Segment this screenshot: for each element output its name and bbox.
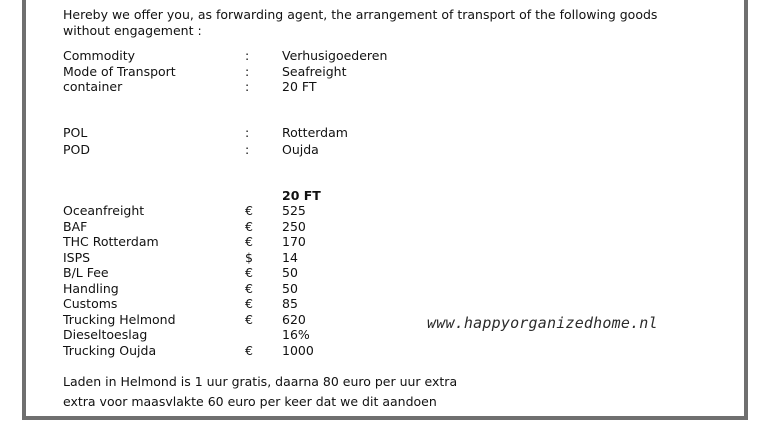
costs-header: 20 FT <box>282 188 321 203</box>
port-value: Rotterdam <box>282 125 348 140</box>
port-separator: : <box>245 125 250 140</box>
goods-value: Verhusigoederen <box>282 48 388 63</box>
cost-label: Handling <box>63 281 119 296</box>
cost-currency: € <box>245 281 253 296</box>
goods-label: Mode of Transport <box>63 64 176 79</box>
cost-amount: 620 <box>282 312 306 327</box>
cost-label: Customs <box>63 296 118 311</box>
goods-separator: : <box>245 64 250 79</box>
port-separator: : <box>245 142 250 157</box>
cost-label: BAF <box>63 219 88 234</box>
cost-amount: 85 <box>282 296 298 311</box>
watermark-text: www.happyorganizedhome.nl <box>427 314 658 332</box>
cost-currency: € <box>245 312 253 327</box>
cost-label: Trucking Oujda <box>63 343 157 358</box>
goods-label: container <box>63 79 123 94</box>
cost-amount: 525 <box>282 203 306 218</box>
cost-currency: € <box>245 343 253 358</box>
cost-currency: € <box>245 203 253 218</box>
cost-currency: € <box>245 234 253 249</box>
cost-label: ISPS <box>63 250 91 265</box>
goods-value: 20 FT <box>282 79 317 94</box>
goods-separator: : <box>245 79 250 94</box>
cost-label: Trucking Helmond <box>63 312 176 327</box>
cost-amount: 170 <box>282 234 306 249</box>
intro-text: Hereby we offer you, as forwarding agent, the arrangement of transport of the following goods without engagement : <box>63 7 658 38</box>
cost-amount: 14 <box>282 250 298 265</box>
cost-amount: 50 <box>282 265 298 280</box>
goods-separator: : <box>245 48 250 63</box>
goods-label: Commodity <box>63 48 136 63</box>
port-value: Oujda <box>282 142 319 157</box>
port-label: POD <box>63 142 91 157</box>
cost-amount: 1000 <box>282 343 314 358</box>
footer-note-line2: extra voor maasvlakte 60 euro per keer dat we dit aandoen <box>63 394 437 409</box>
port-label: POL <box>63 125 88 140</box>
footer-note-line1: Laden in Helmond is 1 uur gratis, daarna 80 euro per uur extra <box>63 374 458 389</box>
cost-amount: 50 <box>282 281 298 296</box>
cost-currency: € <box>245 219 253 234</box>
goods-value: Seafreight <box>282 64 347 79</box>
cost-currency: € <box>245 265 253 280</box>
cost-label: B/L Fee <box>63 265 109 280</box>
cost-label: Oceanfreight <box>63 203 145 218</box>
cost-amount: 250 <box>282 219 306 234</box>
cost-currency: $ <box>245 250 253 265</box>
cost-amount: 16% <box>282 327 310 342</box>
cost-label: Dieseltoeslag <box>63 327 148 342</box>
cost-label: THC Rotterdam <box>63 234 159 249</box>
cost-currency: € <box>245 296 253 311</box>
